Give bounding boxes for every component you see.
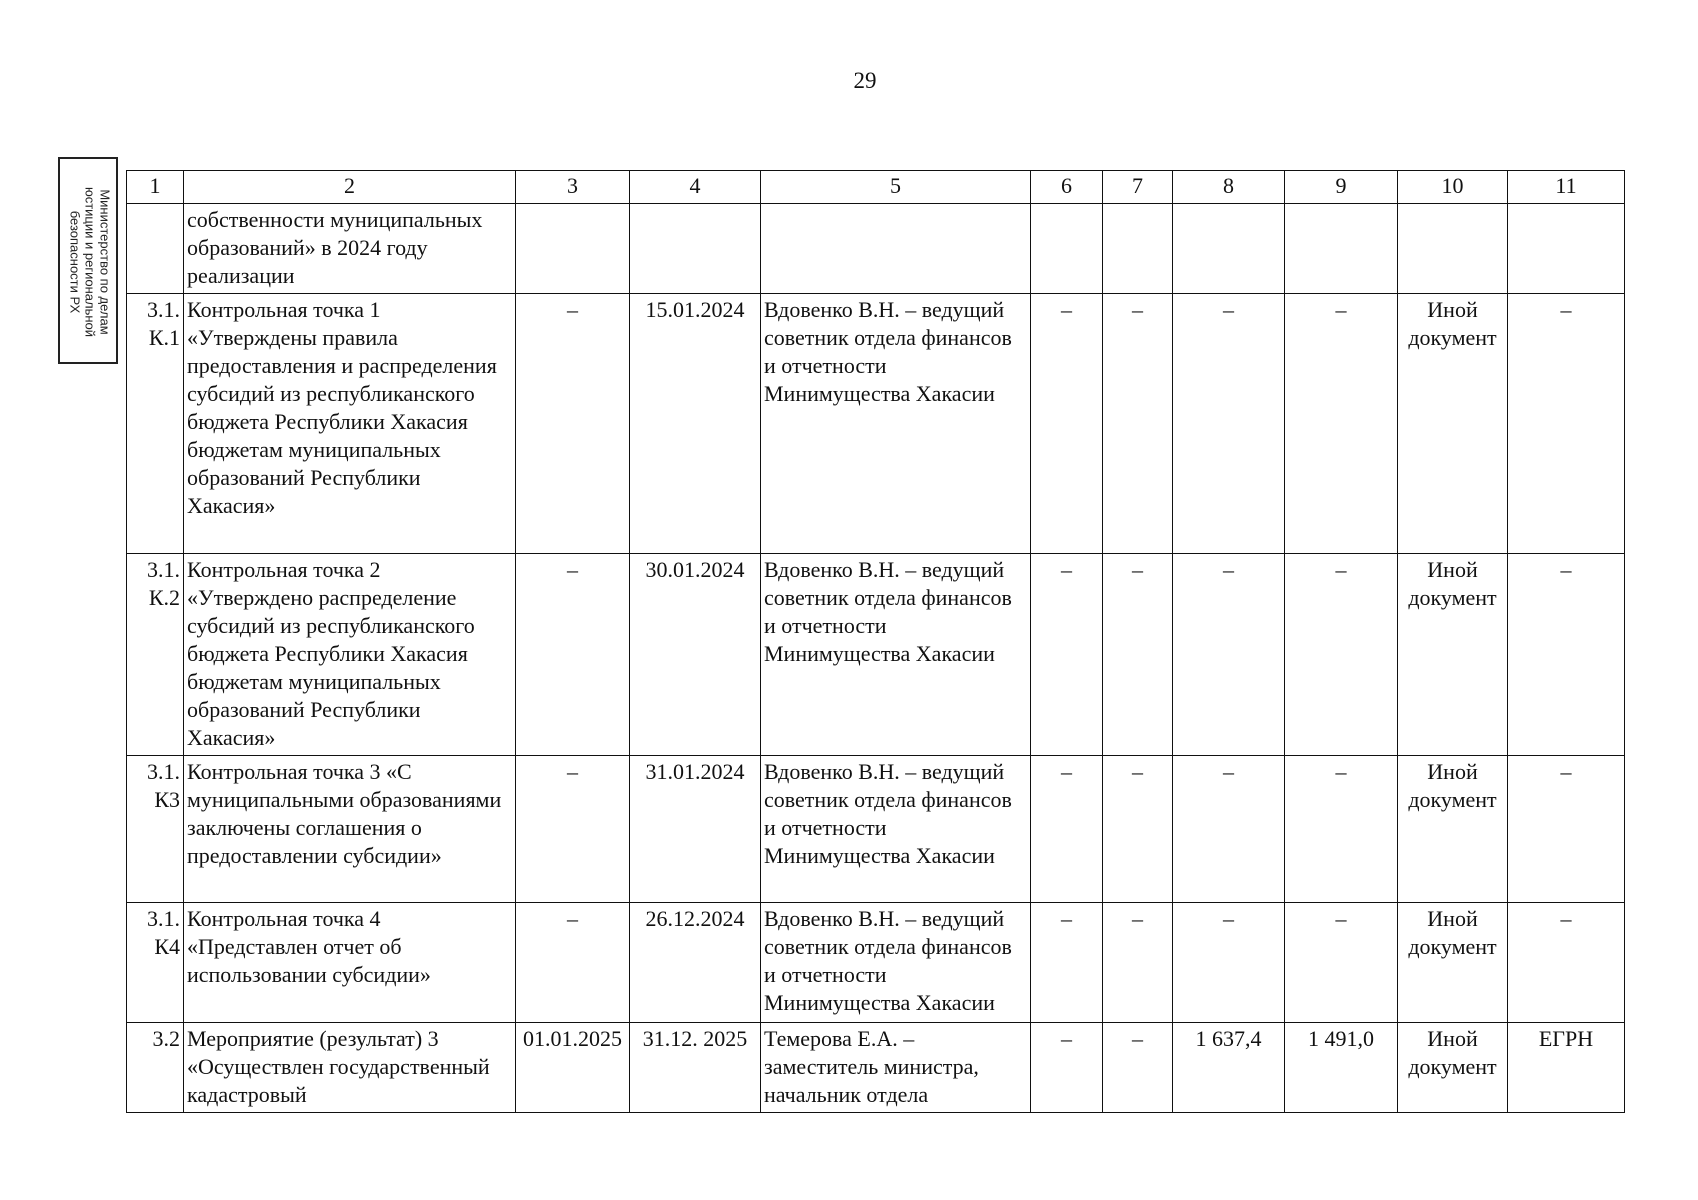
amount-cell: 1 637,4	[1173, 1023, 1285, 1113]
end-date-cell: 30.01.2024	[630, 554, 761, 756]
header-cell: 7	[1103, 171, 1173, 204]
table-row	[127, 294, 1625, 554]
table-cell: –	[1508, 756, 1625, 903]
end-date-cell	[630, 204, 761, 294]
description-cell: Контрольная точка 1 «Утверждены правила предоставления и распределения субсидий из республиканского бюджета Республики Хакасия бюджетам муниципальных образований Республики Хакасия»	[184, 294, 516, 554]
stamp-line: Министерство по делам	[97, 189, 113, 335]
responsible-cell: Вдовенко В.Н. – ведущий советник отдела финансов и отчетности Минимущества Хакасии	[761, 554, 1031, 756]
description-cell: Контрольная точка 4 «Представлен отчет об использовании субсидии»	[184, 903, 516, 1023]
document-type-cell: Иной документ	[1398, 756, 1508, 903]
table-cell: –	[1103, 294, 1173, 554]
row-number-cell: 3.1. К.2	[127, 554, 184, 756]
table-cell: –	[1285, 756, 1398, 903]
responsible-cell	[761, 204, 1031, 294]
table-cell: –	[1031, 294, 1103, 554]
start-date-cell: –	[516, 554, 630, 756]
table-cell: –	[1103, 903, 1173, 1023]
table-row	[127, 554, 1625, 756]
register-cell: ЕГРН	[1508, 1023, 1625, 1113]
start-date-cell: –	[516, 903, 630, 1023]
start-date-cell: –	[516, 756, 630, 903]
header-row	[127, 171, 1625, 204]
table-cell: –	[1173, 294, 1285, 554]
table-cell	[1285, 204, 1398, 294]
end-date-cell: 31.12. 2025	[630, 1023, 761, 1113]
row-number-cell: 3.1. К4	[127, 903, 184, 1023]
activity-table	[126, 170, 1625, 1113]
table-cell: –	[1103, 1023, 1173, 1113]
table-cell: –	[1285, 294, 1398, 554]
stamp-line: юстиции и региональной	[82, 186, 98, 338]
table-cell: –	[1031, 903, 1103, 1023]
table-cell: –	[1508, 554, 1625, 756]
table-cell: –	[1103, 756, 1173, 903]
header-cell: 9	[1285, 171, 1398, 204]
table-row	[127, 903, 1625, 1023]
table-cell	[1173, 204, 1285, 294]
end-date-cell: 15.01.2024	[630, 294, 761, 554]
header-cell: 11	[1508, 171, 1625, 204]
header-cell: 5	[761, 171, 1031, 204]
row-number-cell: 3.1. К3	[127, 756, 184, 903]
description-cell: Контрольная точка 2 «Утверждено распределение субсидий из республиканского бюджета Республики Хакасия бюджетам муниципальных образований Республики Хакасия»	[184, 554, 516, 756]
description-cell: Мероприятие (результат) 3 «Осуществлен государственный кадастровый	[184, 1023, 516, 1113]
table-row	[127, 204, 1625, 294]
table-cell	[1031, 204, 1103, 294]
row-number-cell: 3.1. К.1	[127, 294, 184, 554]
header-cell: 8	[1173, 171, 1285, 204]
header-cell: 2	[184, 171, 516, 204]
table-cell: –	[1031, 1023, 1103, 1113]
table-cell: –	[1103, 554, 1173, 756]
start-date-cell	[516, 204, 630, 294]
table-row	[127, 1023, 1625, 1113]
stamp-text	[68, 162, 113, 362]
table-cell	[1508, 204, 1625, 294]
description-cell: Контрольная точка 3 «С муниципальными образованиями заключены соглашения о предоставлении субсидии»	[184, 756, 516, 903]
row-number-cell: 3.2	[127, 1023, 184, 1113]
responsible-cell: Темерова Е.А. – заместитель министра, начальник отдела	[761, 1023, 1031, 1113]
description-cell: собственности муниципальных образований» в 2024 году реализации	[184, 204, 516, 294]
document-type-cell: Иной документ	[1398, 903, 1508, 1023]
table-row	[127, 756, 1625, 903]
page-number: 29	[853, 68, 877, 93]
responsible-cell: Вдовенко В.Н. – ведущий советник отдела финансов и отчетности Минимущества Хакасии	[761, 756, 1031, 903]
end-date-cell: 26.12.2024	[630, 903, 761, 1023]
responsible-cell: Вдовенко В.Н. – ведущий советник отдела финансов и отчетности Минимущества Хакасии	[761, 294, 1031, 554]
table-cell: –	[1173, 554, 1285, 756]
document-type-cell: Иной документ	[1398, 294, 1508, 554]
end-date-cell: 31.01.2024	[630, 756, 761, 903]
table-cell: –	[1031, 756, 1103, 903]
header-cell: 10	[1398, 171, 1508, 204]
table-cell	[1103, 204, 1173, 294]
document-type-cell	[1398, 204, 1508, 294]
start-date-cell: 01.01.2025	[516, 1023, 630, 1113]
header-cell: 1	[127, 171, 184, 204]
document-type-cell: Иной документ	[1398, 1023, 1508, 1113]
table-cell: –	[1285, 903, 1398, 1023]
table-cell: –	[1031, 554, 1103, 756]
table-cell: –	[1508, 903, 1625, 1023]
table-cell: –	[1508, 294, 1625, 554]
responsible-cell: Вдовенко В.Н. – ведущий советник отдела финансов и отчетности Минимущества Хакасии	[761, 903, 1031, 1023]
table-cell: –	[1285, 554, 1398, 756]
amount-cell: 1 491,0	[1285, 1023, 1398, 1113]
stamp-line: безопасности РХ	[67, 210, 83, 314]
row-number-cell	[127, 204, 184, 294]
header-cell: 6	[1031, 171, 1103, 204]
table-cell: –	[1173, 756, 1285, 903]
document-type-cell: Иной документ	[1398, 554, 1508, 756]
table-cell: –	[1173, 903, 1285, 1023]
header-cell: 3	[516, 171, 630, 204]
start-date-cell: –	[516, 294, 630, 554]
registration-stamp	[58, 157, 118, 364]
header-cell: 4	[630, 171, 761, 204]
